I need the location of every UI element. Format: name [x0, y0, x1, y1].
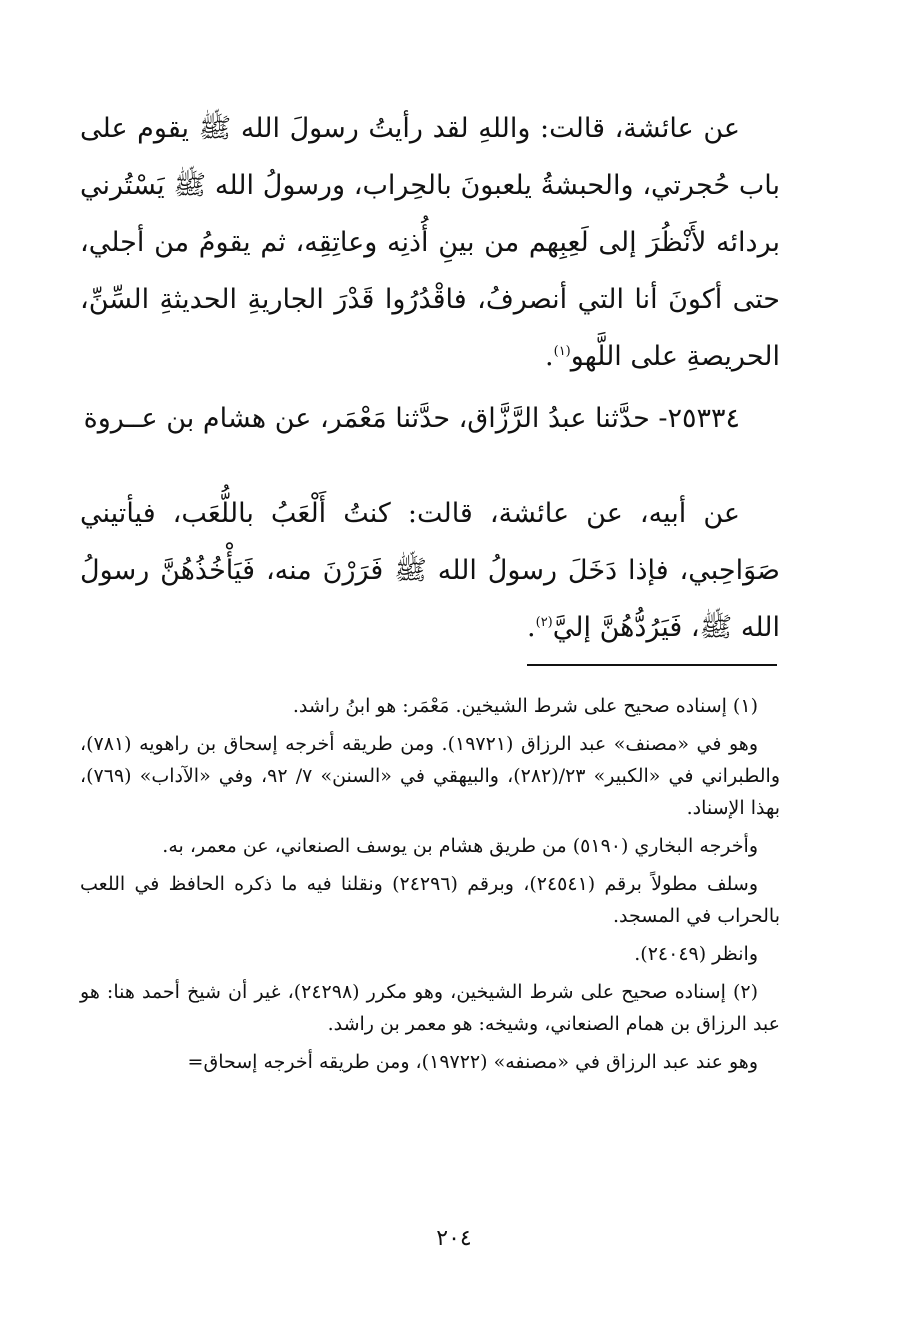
footnotes-section [80, 690, 780, 1084]
footnote-1-sources: وهو في «مصنف» عبد الرزاق (١٩٧٢١). ومن طريقه أخرجه إسحاق بن راهويه (٧٨١)، والطبراني في «الكبير» ٢٣/(٢٨٢)، والبيهقي في «السنن» ٧/ ٩٢، وفي «الآداب» (٧٦٩)، بهذا الإسناد. [80, 733, 780, 819]
hadith-chain: ٢٥٣٣٤- حدَّثنا عبدُ الرَّزَّاق، حدَّثنا مَعْمَر، عن هشام بن عــروة [83, 403, 740, 434]
footnote-2: (٢) إسناده صحيح على شرط الشيخين، وهو مكرر (٢٤٢٩٨)، غير أن شيخ أحمد هنا: هو عبد الرزاق بن همام الصنعاني، وشيخه: هو معمر بن راشد. [80, 981, 780, 1035]
text-line: ﷺ، فَيَرُدُّهُنَّ إليَّ [552, 612, 733, 643]
footnote-1: (١) إسناده صحيح على شرط الشيخين. مَعْمَر: هو ابنُ راشد. [292, 695, 758, 717]
main-paragraph-1 [80, 100, 780, 385]
footnote-1-bukhari: وأخرجه البخاري (٥١٩٠) من طريق هشام بن يوسف الصنعاني، عن معمر، به. [162, 835, 758, 857]
text-line: عن أبيه، عن عائشة، قالت: كنتُ أَلْعَبُ باللُّعَب، فيأتيني [80, 498, 740, 529]
hadith-header [80, 390, 780, 447]
footnote-1-crossref: وسلف مطولاً برقم (٢٤٥٤١)، وبرقم (٢٤٢٩٦) ونقلنا فيه ما ذكره الحافظ في اللعب بالحراب في المسجد. [80, 873, 780, 927]
text-line: عن عائشة، قالت: واللهِ لقد رأيتُ رسولَ الله ﷺ يقوم على [80, 113, 740, 144]
footnote-1-see-also: وانظر (٢٤٠٤٩). [634, 943, 758, 965]
main-paragraph-2 [80, 485, 780, 656]
footnote-ref-1: (١) [553, 344, 571, 359]
footnote-divider [527, 664, 777, 666]
text-line: الحديثةِ السِّنِّ، الحريصةِ على اللَّهو [80, 284, 780, 372]
paragraph-end: . [527, 612, 536, 643]
text-line: يَسْتُرني بردائه لأَنْظُرَ إلى لَعِبِهم من بينِ أُذنِه وعاتِقِه، ثم يقومُ من [80, 170, 780, 258]
text-line: أجلي، حتى أكونَ أنا التي أنصرفُ، فاقْدُرُوا قَدْرَ الجاريةِ [80, 227, 780, 315]
text-line: صَوَاحِبي، فإذا دَخَلَ رسولُ الله ﷺ فَرَرْنَ منه، فَيَأْخُذُهُنَّ رسولُ الله [80, 555, 780, 643]
text-line: باب حُجرتي، والحبشةُ يلعبونَ بالحِراب، ورسولُ الله ﷺ [173, 170, 780, 201]
page-number: ٢٠٤ [436, 1226, 472, 1251]
footnote-2-sources: وهو عند عبد الرزاق في «مصنفه» (١٩٧٢٢)، ومن طريقه أخرجه إسحاق= [187, 1051, 758, 1073]
paragraph-end: . [545, 341, 554, 372]
footnote-ref-2: (٢) [535, 615, 553, 630]
